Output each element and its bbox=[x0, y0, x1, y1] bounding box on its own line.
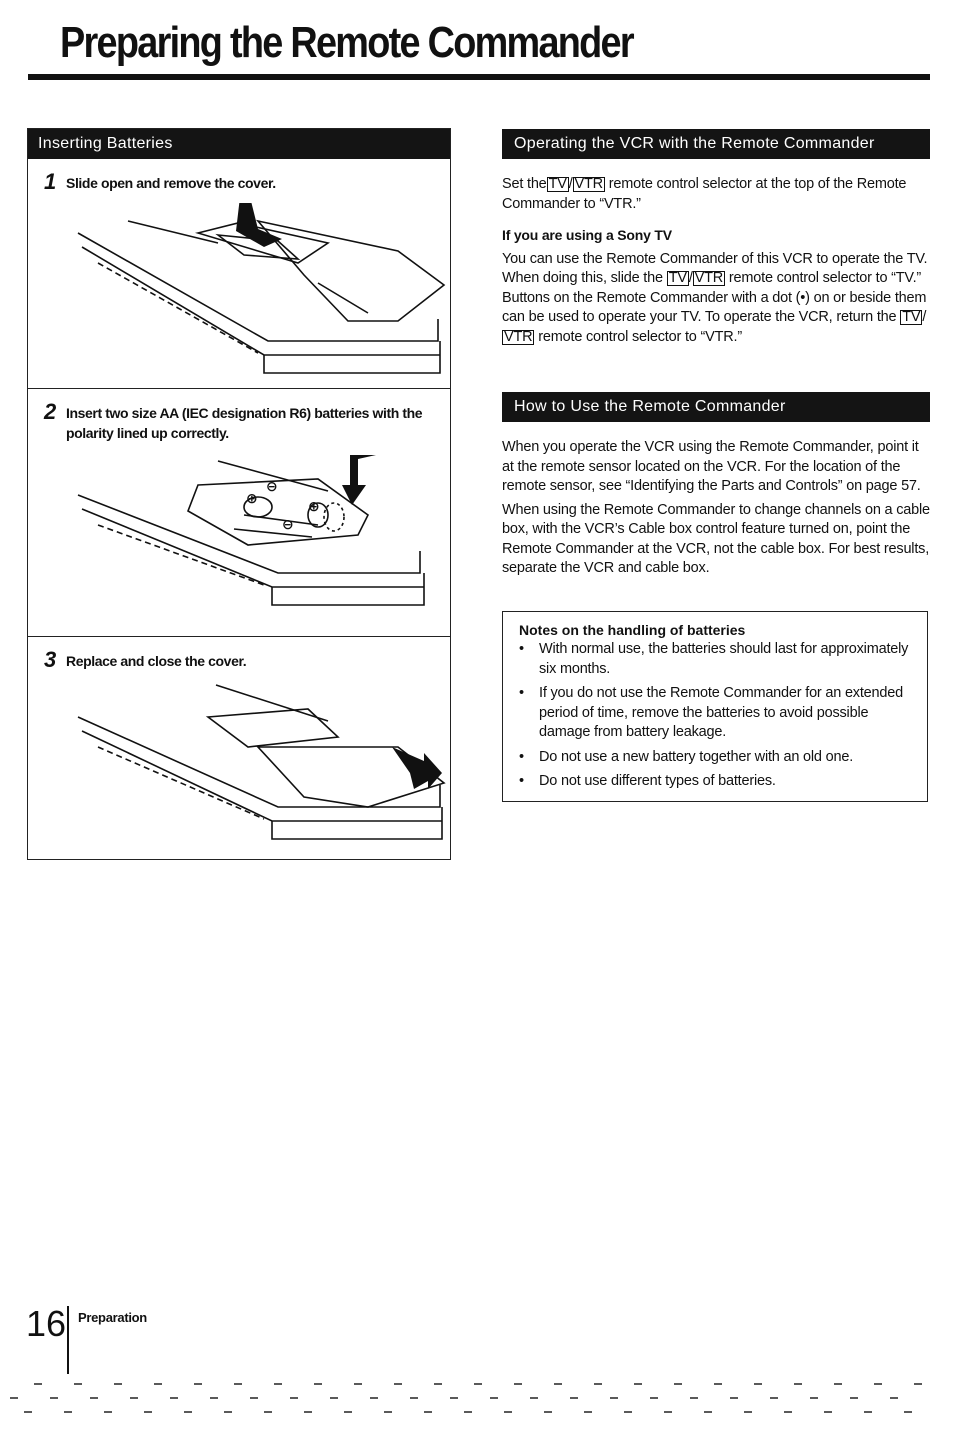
notes-list bbox=[519, 640, 913, 792]
vtr-selector-label-2: VTR bbox=[694, 270, 724, 286]
operating-header: Operating the VCR with the Remote Commander bbox=[502, 129, 930, 159]
operating-p2-c: remote control selector to “VTR.” bbox=[538, 328, 742, 345]
remote-insert-batteries-illustration bbox=[68, 455, 448, 635]
step-3-heading bbox=[40, 647, 440, 671]
howto-section bbox=[502, 392, 930, 579]
svg-text:⊖: ⊖ bbox=[282, 517, 294, 533]
inserting-batteries-header: Inserting Batteries bbox=[28, 129, 450, 159]
inserting-batteries-panel bbox=[27, 128, 451, 860]
sony-tv-subheading: If you are using a Sony TV bbox=[502, 227, 672, 243]
step-3-text: Replace and close the cover. bbox=[66, 653, 247, 669]
step-3 bbox=[28, 637, 450, 859]
operating-p2-b: remote control selector to “TV.” Buttons on the Remote Commander with a dot (•) on or beside them can be used to operate your TV. To operate the VCR, return the bbox=[502, 270, 927, 325]
insert-arrow-icon bbox=[340, 455, 378, 505]
svg-text:⊖: ⊖ bbox=[266, 479, 278, 495]
operating-p1-b: remote control selector at the top of the Remote Commander to “VTR.” bbox=[502, 176, 907, 212]
tv-selector-label: TV bbox=[548, 176, 567, 192]
footer-rule bbox=[67, 1306, 69, 1374]
notes-title: Notes on the handling of batteries bbox=[519, 622, 746, 638]
remote-replace-cover-illustration bbox=[68, 677, 448, 857]
page-number: 16 bbox=[26, 1303, 67, 1344]
howto-paragraph-1: When you operate the VCR using the Remote Commander, point it at the remote sensor located on the VCR. For the location of the remote sensor, see “Identifying the Parts and Controls” on page 57. bbox=[502, 439, 921, 494]
note-item: • If you do not use the Remote Commander for an extended period of time, remove the batteries to avoid possible damage from battery leakage. bbox=[519, 684, 913, 743]
note-item: • Do not use a new battery together with an old one. bbox=[519, 748, 913, 768]
howto-header: How to Use the Remote Commander bbox=[502, 392, 930, 422]
title-rule bbox=[28, 74, 930, 80]
step-2-text: Insert two size AA (IEC designation R6) batteries with the polarity lined up correctly. bbox=[66, 405, 423, 441]
step-1-heading bbox=[40, 169, 440, 193]
close-arrow-icon bbox=[392, 747, 442, 789]
battery-notes-box bbox=[502, 611, 928, 802]
svg-text:⊕: ⊕ bbox=[308, 499, 320, 515]
note-item: • Do not use different types of batteries. bbox=[519, 772, 913, 792]
footer-dashed-pattern bbox=[0, 1370, 954, 1454]
svg-text:⊕: ⊕ bbox=[246, 491, 258, 507]
page-title: Preparing the Remote Commander bbox=[60, 18, 633, 67]
operating-p2-a: You can use the Remote Commander of this VCR to operate the TV. When doing this, slide the bbox=[502, 250, 928, 286]
step-2-heading bbox=[40, 399, 440, 443]
vtr-selector-label-3: VTR bbox=[504, 328, 533, 345]
step-1 bbox=[28, 159, 450, 389]
note-item: • With normal use, the batteries should last for approximately six months. bbox=[519, 640, 913, 679]
operating-section bbox=[502, 129, 930, 347]
howto-paragraph-2: When using the Remote Commander to change channels on a cable box, with the VCR’s Cable box control feature turned on, point the Remote Commander at the VCR, not the cable box. For best results, separate the VCR and cable box. bbox=[502, 501, 930, 576]
operating-p1-a: Set the bbox=[502, 176, 547, 192]
operating-paragraph-1: Set the TV / VTR remote control selector at the top of the Remote Commander to “VTR.” bbox=[502, 176, 907, 212]
step-3-number: 3 bbox=[44, 647, 57, 672]
remote-open-cover-illustration bbox=[68, 203, 448, 383]
tv-selector-label-3: TV bbox=[902, 309, 921, 325]
tv-selector-label-2: TV bbox=[668, 270, 687, 286]
step-1-text: Slide open and remove the cover. bbox=[66, 175, 276, 191]
vtr-selector-label: VTR bbox=[574, 176, 603, 192]
operating-paragraph-2: You can use the Remote Commander of this VCR to operate the TV. When doing this, slide the TV / VTR remote control selector to “TV.” Buttons on the Remote Commander with a dot (•) on or beside them can be used to operate your TV. To operate the VCR, return the TV /VTR remote control selector to “VTR.” bbox=[502, 250, 928, 345]
step-2-number: 2 bbox=[44, 399, 57, 424]
step-1-number: 1 bbox=[44, 169, 57, 194]
footer-section-label: Preparation bbox=[78, 1310, 147, 1325]
step-2 bbox=[28, 389, 450, 637]
